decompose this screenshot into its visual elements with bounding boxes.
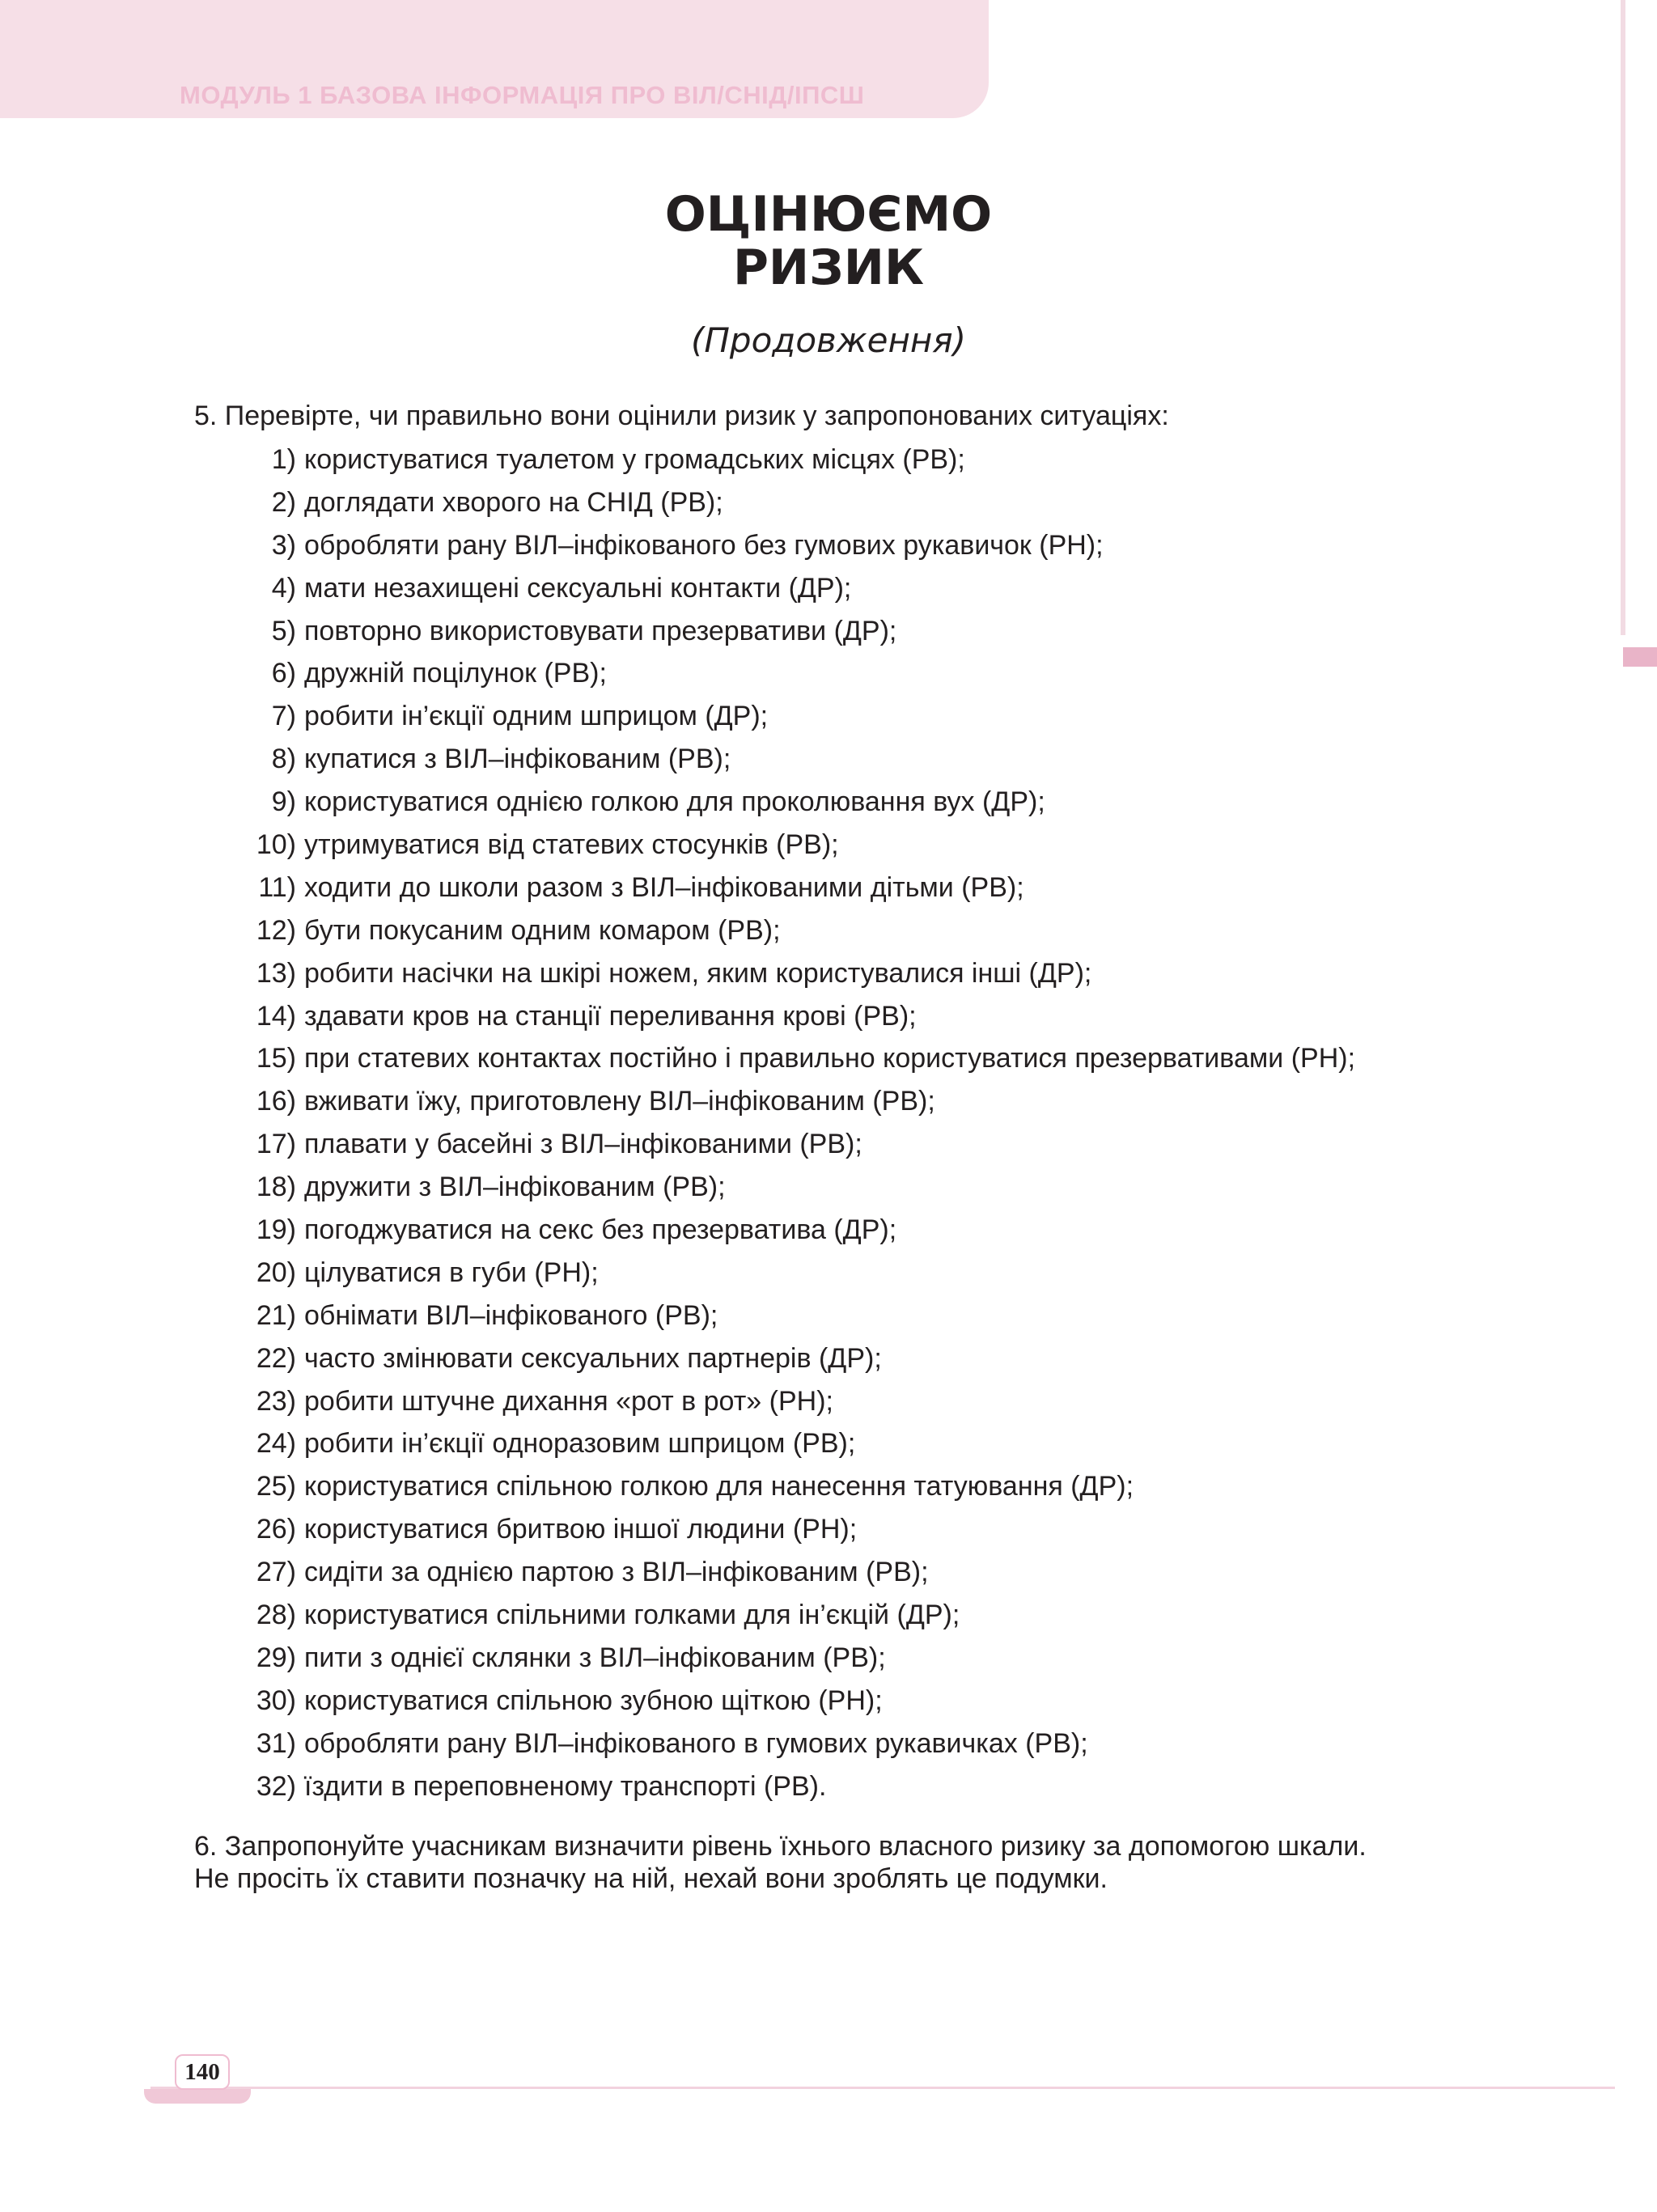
- step6-line1: 6. Запропонуйте учасникам визначити рівень їхнього власного ризику за допомогою шкали.: [194, 1831, 1367, 1862]
- list-item: [0, 695, 1355, 738]
- list-item-text: при статевих контактах постійно і правильно користуватися презервативами (РН);: [304, 1043, 1356, 1074]
- list-item-text: плавати у басейні з ВІЛ–інфікованими (РВ);: [304, 1129, 862, 1160]
- step6-paragraph: [194, 1830, 1586, 1895]
- list-item-number: 20): [256, 1256, 296, 1288]
- list-item-number: 19): [256, 1214, 296, 1246]
- list-item-text: утримуватися від статевих стосунків (РВ);: [304, 829, 839, 861]
- list-item-number: 3): [271, 529, 296, 561]
- step5-intro: 5. Перевірте, чи правильно вони оцінили ризик у запропонованих ситуаціях:: [194, 400, 1169, 431]
- list-item-text: сидіти за однією партою з ВІЛ–інфікованим (РВ);: [304, 1557, 929, 1588]
- list-item-number: 32): [256, 1770, 296, 1802]
- right-edge-marker: [1623, 647, 1657, 667]
- list-item-number: 7): [271, 701, 296, 732]
- list-item-number: 17): [256, 1129, 296, 1160]
- list-item: [0, 567, 1355, 610]
- list-item-number: 26): [256, 1514, 296, 1545]
- list-item-number: 30): [256, 1684, 296, 1716]
- list-item: [0, 1723, 1355, 1765]
- list-item: [0, 524, 1355, 567]
- list-item: [0, 1337, 1355, 1380]
- list-item-number: 21): [256, 1299, 296, 1331]
- list-item-text: користуватися спільними голками для ін’єкцій (ДР);: [304, 1600, 960, 1631]
- list-item-text: дружній поцілунок (РВ);: [304, 658, 607, 689]
- list-item: [0, 1080, 1355, 1123]
- list-item-number: 18): [256, 1172, 296, 1203]
- list-item: [0, 952, 1355, 995]
- page-title: [0, 188, 1657, 295]
- list-item-text: робити штучне дихання «рот в рот» (РН);: [304, 1385, 833, 1417]
- list-item: [0, 909, 1355, 952]
- list-item-text: користуватися спільною голкою для нанесення татуювання (ДР);: [304, 1471, 1134, 1502]
- list-item-text: купатися з ВІЛ–інфікованим (РВ);: [304, 744, 731, 775]
- list-item-text: повторно використовувати презервативи (ДР);: [304, 615, 897, 646]
- page-title-line1: ОЦІНЮЄМО: [664, 186, 993, 243]
- right-edge-rule: [1621, 0, 1625, 635]
- footer-rule: [150, 2087, 1615, 2089]
- list-item-number: 27): [256, 1557, 296, 1588]
- list-item: [0, 439, 1355, 481]
- list-item-number: 13): [256, 957, 296, 989]
- list-item: [0, 1380, 1355, 1423]
- page-subtitle: (Продовження): [690, 320, 967, 360]
- list-item: [0, 1465, 1355, 1508]
- list-item-number: 2): [271, 486, 296, 518]
- list-item-text: користуватися туалетом у громадських місцях (РВ);: [304, 444, 965, 475]
- list-item: [0, 1422, 1355, 1465]
- list-item: [0, 781, 1355, 824]
- page-title-line2: РИЗИК: [732, 239, 925, 296]
- list-item-text: мати незахищені сексуальні контакти (ДР);: [304, 572, 852, 604]
- list-item: [0, 995, 1355, 1038]
- list-item-number: 5): [271, 615, 296, 646]
- list-item: [0, 1295, 1355, 1337]
- list-item-text: обнімати ВІЛ–інфікованого (РВ);: [304, 1299, 718, 1331]
- page-number: 140: [175, 2054, 230, 2090]
- list-item: [0, 738, 1355, 781]
- list-item-text: дружити з ВІЛ–інфікованим (РВ);: [304, 1172, 726, 1203]
- list-item-number: 24): [256, 1428, 296, 1460]
- list-item: [0, 1037, 1355, 1080]
- list-item-number: 1): [271, 444, 296, 475]
- list-item-number: 29): [256, 1642, 296, 1673]
- list-item-text: користуватися спільною зубною щіткою (РН);: [304, 1684, 883, 1716]
- list-item: [0, 824, 1355, 867]
- list-item-text: пити з однієї склянки з ВІЛ–інфікованим (РВ);: [304, 1642, 886, 1673]
- situations-list: [0, 439, 1355, 1808]
- list-item-text: погоджуватися на секс без презерватива (ДР);: [304, 1214, 897, 1246]
- list-item-number: 28): [256, 1600, 296, 1631]
- list-item: [0, 1551, 1355, 1594]
- list-item-number: 4): [271, 572, 296, 604]
- page-number-base: [144, 2089, 251, 2104]
- list-item-text: здавати кров на станції переливання крові (РВ);: [304, 1000, 917, 1032]
- list-item: [0, 1765, 1355, 1808]
- list-item-number: 9): [271, 786, 296, 818]
- list-item-text: доглядати хворого на СНІД (РВ);: [304, 486, 723, 518]
- list-item: [0, 1123, 1355, 1166]
- list-item-text: користуватися однією голкою для проколювання вух (ДР);: [304, 786, 1045, 818]
- list-item: [0, 481, 1355, 524]
- list-item-text: обробляти рану ВІЛ–інфікованого в гумових рукавичках (РВ);: [304, 1727, 1088, 1759]
- list-item: [0, 1508, 1355, 1551]
- list-item-number: 10): [256, 829, 296, 861]
- list-item: [0, 1166, 1355, 1209]
- list-item-number: 11): [258, 871, 296, 903]
- list-item-number: 8): [271, 744, 296, 775]
- step6-line2: Не просіть їх ставити позначку на ній, нехай вони зроблять це подумки.: [194, 1863, 1108, 1894]
- list-item-number: 22): [256, 1342, 296, 1374]
- list-item-text: робити насічки на шкірі ножем, яким користувалися інші (ДР);: [304, 957, 1092, 989]
- list-item-text: ходити до школи разом з ВІЛ–інфікованими дітьми (РВ);: [304, 871, 1024, 903]
- list-item-text: обробляти рану ВІЛ–інфікованого без гумових рукавичок (РН);: [304, 529, 1104, 561]
- list-item-text: цілуватися в губи (РН);: [304, 1256, 599, 1288]
- list-item-text: користуватися бритвою іншої людини (РН);: [304, 1514, 858, 1545]
- list-item-number: 6): [271, 658, 296, 689]
- list-item-text: бути покусаним одним комаром (РВ);: [304, 914, 781, 946]
- list-item: [0, 1680, 1355, 1723]
- list-item-number: 31): [256, 1727, 296, 1759]
- list-item: [0, 652, 1355, 695]
- list-item-text: часто змінювати сексуальних партнерів (ДР);: [304, 1342, 882, 1374]
- list-item-number: 25): [256, 1471, 296, 1502]
- list-item: [0, 610, 1355, 653]
- list-item-text: вживати їжу, приготовлену ВІЛ–інфікованим (РВ);: [304, 1086, 935, 1117]
- list-item-number: 23): [256, 1385, 296, 1417]
- list-item: [0, 867, 1355, 909]
- list-item-text: робити ін’єкції одноразовим шприцом (РВ);: [304, 1428, 856, 1460]
- list-item-number: 12): [256, 914, 296, 946]
- list-item: [0, 1594, 1355, 1637]
- list-item: [0, 1252, 1355, 1295]
- list-item-text: їздити в переповненому транспорті (РВ).: [304, 1770, 827, 1802]
- list-item-number: 15): [256, 1043, 296, 1074]
- module-title: МОДУЛЬ 1 БАЗОВА ІНФОРМАЦІЯ ПРО ВІЛ/СНІД/ІПСШ: [180, 81, 865, 109]
- list-item-number: 16): [256, 1086, 296, 1117]
- list-item: [0, 1209, 1355, 1252]
- list-item: [0, 1637, 1355, 1680]
- list-item-number: 14): [256, 1000, 296, 1032]
- list-item-text: робити ін’єкції одним шприцом (ДР);: [304, 701, 769, 732]
